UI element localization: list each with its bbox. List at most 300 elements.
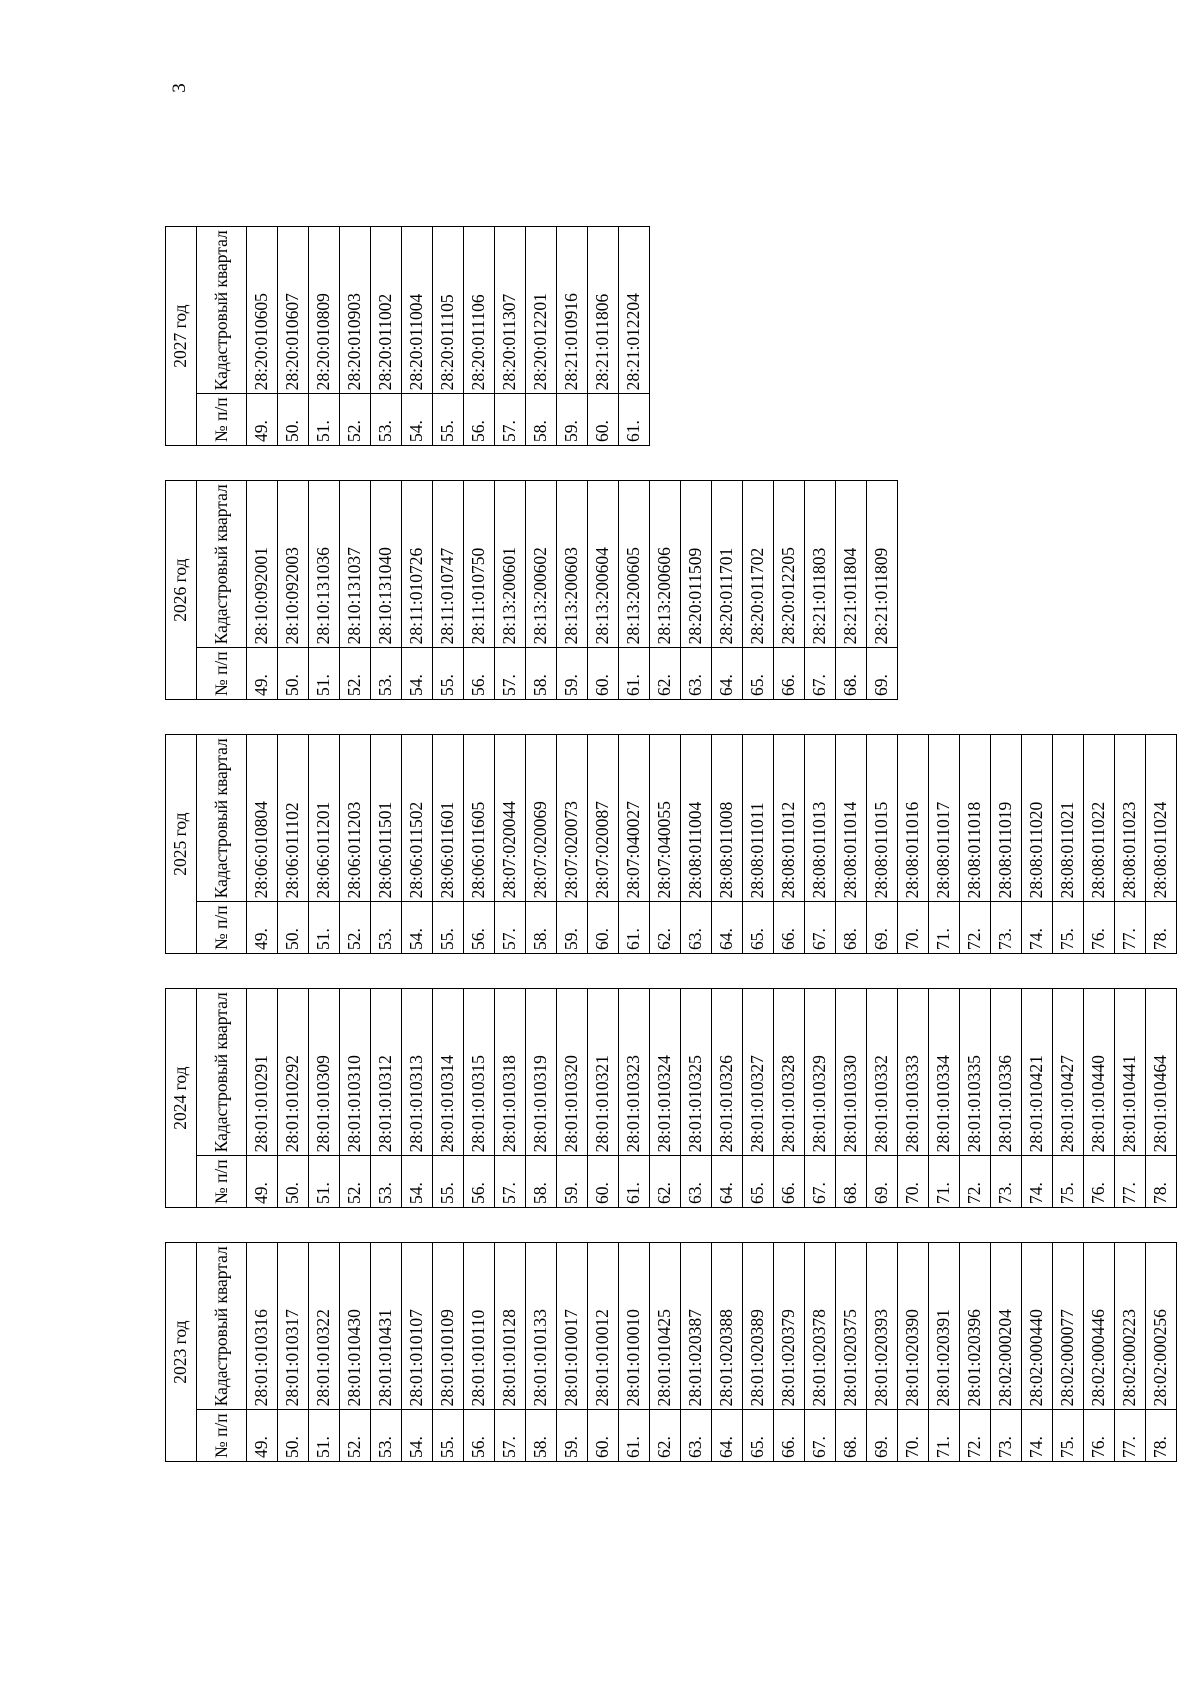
cadastral-quarter: 28:21:011803 [805,481,836,648]
cadastral-quarter: 28:01:010133 [526,1243,557,1410]
row-number: 54. [402,1156,433,1208]
row-number: 53. [371,1410,402,1462]
cadastral-quarter: 28:08:011020 [1022,735,1053,902]
table-body [247,989,1177,1208]
row-number: 66. [774,1156,805,1208]
row-number: 52. [340,1156,371,1208]
table-row [898,735,929,954]
table-row [805,1243,836,1462]
row-number: 67. [805,648,836,700]
table-row [309,989,340,1208]
row-number: 64. [712,1156,743,1208]
row-number: 71. [929,902,960,954]
row-number: 49. [247,902,278,954]
row-number: 62. [650,1410,681,1462]
table-row [929,735,960,954]
row-number: 51. [309,1156,340,1208]
row-number: 74. [1022,1410,1053,1462]
row-number: 57. [495,902,526,954]
table-row [1053,1243,1084,1462]
table-row [774,481,805,700]
row-number: 73. [991,902,1022,954]
table-row [867,989,898,1208]
cadastral-quarter: 28:07:020073 [557,735,588,902]
cadastral-quarter: 28:01:010329 [805,989,836,1156]
row-number: 55. [433,902,464,954]
row-number: 77. [1115,902,1146,954]
table-row [1146,989,1177,1208]
table-row [526,227,557,446]
row-number: 68. [836,1410,867,1462]
row-number: 51. [309,902,340,954]
table-body [247,227,650,446]
cadastral-quarter: 28:08:011017 [929,735,960,902]
cadastral-quarter: 28:20:012205 [774,481,805,648]
row-number: 64. [712,648,743,700]
cadastral-quarter: 28:08:011021 [1053,735,1084,902]
cadastral-quarter: 28:01:010333 [898,989,929,1156]
cadastral-quarter: 28:07:040055 [650,735,681,902]
cadastral-quarter: 28:10:131037 [340,481,371,648]
table-row [805,989,836,1208]
table-row [991,989,1022,1208]
table-row [743,989,774,1208]
row-number: 68. [836,902,867,954]
table-2023 [165,1242,1177,1462]
cadastral-quarter: 28:10:131040 [371,481,402,648]
table-row [1084,1243,1115,1462]
table-body [247,1243,1177,1462]
row-number: 52. [340,1410,371,1462]
table-row [960,735,991,954]
cadastral-quarter: 28:01:010317 [278,1243,309,1410]
cadastral-quarter: 28:13:200606 [650,481,681,648]
cadastral-quarter: 28:01:010107 [402,1243,433,1410]
table-row [278,1243,309,1462]
table-row [247,481,278,700]
table-row [588,1243,619,1462]
row-number: 70. [898,1410,929,1462]
cadastral-quarter: 28:08:011022 [1084,735,1115,902]
row-number: 71. [929,1410,960,1462]
cadastral-quarter: 28:01:010330 [836,989,867,1156]
table-row [867,481,898,700]
table-row [898,989,929,1208]
table-row [402,227,433,446]
table-row [340,989,371,1208]
table-row [743,481,774,700]
cadastral-quarter: 28:01:010313 [402,989,433,1156]
table-row [1146,1243,1177,1462]
cadastral-quarter: 28:06:011102 [278,735,309,902]
cadastral-quarter: 28:20:011702 [743,481,774,648]
row-number: 69. [867,902,898,954]
table-row [867,735,898,954]
row-number: 64. [712,902,743,954]
cadastral-quarter: 28:01:010421 [1022,989,1053,1156]
cadastral-quarter: 28:01:010321 [588,989,619,1156]
cadastral-quarter: 28:06:010804 [247,735,278,902]
cadastral-quarter: 28:20:011307 [495,227,526,394]
row-number: 53. [371,394,402,446]
page-number: 3 [169,83,190,93]
cadastral-quarter: 28:01:010322 [309,1243,340,1410]
table-row [619,989,650,1208]
column-header-number: № п/п [197,1156,247,1208]
row-number: 50. [278,1410,309,1462]
table-row [371,735,402,954]
row-number: 66. [774,902,805,954]
cadastral-quarter: 28:08:011015 [867,735,898,902]
table-row [867,1243,898,1462]
cadastral-quarter: 28:02:000077 [1053,1243,1084,1410]
table-row [1146,735,1177,954]
row-number: 61. [619,1410,650,1462]
table-row [619,1243,650,1462]
table-row [433,989,464,1208]
cadastral-quarter: 28:01:010328 [774,989,805,1156]
table-row [650,989,681,1208]
column-header-cadastral: Кадастровый квартал [197,735,247,902]
table-row [433,481,464,700]
row-number: 75. [1053,1410,1084,1462]
table-2027 [165,226,650,446]
table-row [588,735,619,954]
row-number: 58. [526,1410,557,1462]
cadastral-quarter: 28:01:010310 [340,989,371,1156]
table-row [371,989,402,1208]
table-row [1053,735,1084,954]
table-row [991,735,1022,954]
cadastral-quarter: 28:01:010320 [557,989,588,1156]
row-number: 58. [526,1156,557,1208]
row-number: 78. [1146,1410,1177,1462]
row-number: 61. [619,648,650,700]
table-body [247,481,898,700]
table-row [557,735,588,954]
cadastral-quarter: 28:07:020044 [495,735,526,902]
cadastral-quarter: 28:06:011502 [402,735,433,902]
table-row [557,989,588,1208]
cadastral-quarter: 28:01:020378 [805,1243,836,1410]
cadastral-quarter: 28:20:011509 [681,481,712,648]
row-number: 76. [1084,1156,1115,1208]
table-row [650,481,681,700]
table-row [340,481,371,700]
column-header-number: № п/п [197,394,247,446]
row-number: 64. [712,1410,743,1462]
row-number: 65. [743,648,774,700]
row-number: 49. [247,648,278,700]
table-row [309,1243,340,1462]
row-number: 50. [278,648,309,700]
cadastral-quarter: 28:01:020389 [743,1243,774,1410]
cadastral-quarter: 28:01:010431 [371,1243,402,1410]
table-row [247,735,278,954]
table-row [371,1243,402,1462]
year-heading: 2025 год [166,735,197,954]
row-number: 52. [340,648,371,700]
table-row [681,735,712,954]
row-number: 53. [371,1156,402,1208]
cadastral-quarter: 28:01:010440 [1084,989,1115,1156]
table-row [495,481,526,700]
row-number: 61. [619,394,650,446]
row-number: 69. [867,648,898,700]
cadastral-quarter: 28:08:011019 [991,735,1022,902]
row-number: 62. [650,648,681,700]
cadastral-quarter: 28:20:010809 [309,227,340,394]
cadastral-quarter: 28:08:011023 [1115,735,1146,902]
table-row [743,735,774,954]
cadastral-quarter: 28:01:010336 [991,989,1022,1156]
cadastral-quarter: 28:21:011806 [588,227,619,394]
cadastral-quarter: 28:13:200605 [619,481,650,648]
cadastral-quarter: 28:01:010309 [309,989,340,1156]
row-number: 73. [991,1410,1022,1462]
row-number: 67. [805,1410,836,1462]
cadastral-quarter: 28:01:010335 [960,989,991,1156]
column-header-number: № п/п [197,1410,247,1462]
row-number: 67. [805,902,836,954]
cadastral-quarter: 28:01:020390 [898,1243,929,1410]
row-number: 59. [557,648,588,700]
cadastral-quarter: 28:01:020391 [929,1243,960,1410]
cadastral-quarter: 28:21:011804 [836,481,867,648]
cadastral-quarter: 28:08:011018 [960,735,991,902]
row-number: 73. [991,1156,1022,1208]
cadastral-quarter: 28:01:010326 [712,989,743,1156]
row-number: 56. [464,648,495,700]
cadastral-quarter: 28:13:200602 [526,481,557,648]
row-number: 72. [960,1156,991,1208]
table-row [805,735,836,954]
table-row [712,735,743,954]
table-row [1115,1243,1146,1462]
cadastral-quarter: 28:02:000440 [1022,1243,1053,1410]
row-number: 66. [774,648,805,700]
table-row [309,481,340,700]
row-number: 58. [526,394,557,446]
table-row [929,989,960,1208]
cadastral-quarter: 28:21:012204 [619,227,650,394]
table-row [309,227,340,446]
cadastral-quarter: 28:01:010464 [1146,989,1177,1156]
row-number: 55. [433,1410,464,1462]
row-number: 70. [898,1156,929,1208]
table-row [712,1243,743,1462]
table-row [712,481,743,700]
table-row [1084,735,1115,954]
table-row [371,481,402,700]
cadastral-quarter: 28:06:011605 [464,735,495,902]
cadastral-quarter: 28:01:010323 [619,989,650,1156]
cadastral-quarter: 28:01:010327 [743,989,774,1156]
row-number: 60. [588,1410,619,1462]
cadastral-quarter: 28:08:011016 [898,735,929,902]
table-row [743,1243,774,1462]
row-number: 61. [619,1156,650,1208]
cadastral-quarter: 28:06:011501 [371,735,402,902]
row-number: 54. [402,902,433,954]
table-2026 [165,480,898,700]
table-row [278,227,309,446]
cadastral-quarter: 28:01:010314 [433,989,464,1156]
cadastral-quarter: 28:01:010318 [495,989,526,1156]
table-row [1022,735,1053,954]
row-number: 59. [557,1156,588,1208]
table-row [1115,989,1146,1208]
year-heading: 2026 год [166,481,197,700]
row-number: 74. [1022,902,1053,954]
row-number: 59. [557,394,588,446]
table-row [340,227,371,446]
cadastral-quarter: 28:01:010010 [619,1243,650,1410]
row-number: 50. [278,1156,309,1208]
table-row [495,735,526,954]
table-row [495,989,526,1208]
cadastral-quarter: 28:01:010425 [650,1243,681,1410]
row-number: 66. [774,1410,805,1462]
table-row [1115,735,1146,954]
row-number: 56. [464,394,495,446]
column-header-cadastral: Кадастровый квартал [197,227,247,394]
cadastral-quarter: 28:13:200604 [588,481,619,648]
table-row [433,1243,464,1462]
table-row [464,1243,495,1462]
cadastral-quarter: 28:01:010312 [371,989,402,1156]
row-number: 70. [898,902,929,954]
row-number: 59. [557,902,588,954]
cadastral-quarter: 28:01:010128 [495,1243,526,1410]
cadastral-quarter: 28:08:011014 [836,735,867,902]
table-row [557,1243,588,1462]
table-row [619,481,650,700]
table-row [402,735,433,954]
row-number: 63. [681,1410,712,1462]
column-header-cadastral: Кадастровый квартал [197,1243,247,1410]
row-number: 54. [402,1410,433,1462]
row-number: 59. [557,1410,588,1462]
row-number: 72. [960,902,991,954]
table-row [836,481,867,700]
cadastral-quarter: 28:02:000223 [1115,1243,1146,1410]
row-number: 56. [464,1410,495,1462]
table-row [960,1243,991,1462]
cadastral-quarter: 28:10:131036 [309,481,340,648]
table-row [588,227,619,446]
table-row [991,1243,1022,1462]
table-2024 [165,988,1177,1208]
cadastral-quarter: 28:01:010319 [526,989,557,1156]
table-row [774,1243,805,1462]
row-number: 53. [371,648,402,700]
cadastral-quarter: 28:20:011004 [402,227,433,394]
row-number: 50. [278,394,309,446]
year-heading: 2024 год [166,989,197,1208]
cadastral-quarter: 28:21:010916 [557,227,588,394]
table-row [495,1243,526,1462]
cadastral-quarter: 28:10:092003 [278,481,309,648]
table-row [433,735,464,954]
table-row [898,1243,929,1462]
cadastral-quarter: 28:20:012201 [526,227,557,394]
cadastral-quarter: 28:07:020087 [588,735,619,902]
cadastral-quarter: 28:01:010427 [1053,989,1084,1156]
row-number: 63. [681,902,712,954]
table-row [1053,989,1084,1208]
row-number: 65. [743,1156,774,1208]
column-header-cadastral: Кадастровый квартал [197,481,247,648]
cadastral-quarter: 28:10:092001 [247,481,278,648]
cadastral-quarter: 28:11:010726 [402,481,433,648]
table-row [836,735,867,954]
cadastral-quarter: 28:13:200601 [495,481,526,648]
cadastral-quarter: 28:08:011008 [712,735,743,902]
cadastral-quarter: 28:01:010109 [433,1243,464,1410]
table-row [340,735,371,954]
row-number: 55. [433,394,464,446]
row-number: 60. [588,1156,619,1208]
cadastral-quarter: 28:21:011809 [867,481,898,648]
row-number: 49. [247,394,278,446]
row-number: 77. [1115,1410,1146,1462]
cadastral-quarter: 28:01:010292 [278,989,309,1156]
cadastral-quarter: 28:01:020379 [774,1243,805,1410]
row-number: 65. [743,1410,774,1462]
row-number: 61. [619,902,650,954]
cadastral-quarter: 28:01:010430 [340,1243,371,1410]
cadastral-quarter: 28:01:020393 [867,1243,898,1410]
table-row [278,989,309,1208]
row-number: 63. [681,648,712,700]
row-number: 60. [588,648,619,700]
row-number: 57. [495,648,526,700]
table-row [650,735,681,954]
table-row [619,735,650,954]
row-number: 51. [309,394,340,446]
cadastral-quarter: 28:20:011106 [464,227,495,394]
row-number: 57. [495,1410,526,1462]
cadastral-quarter: 28:11:010747 [433,481,464,648]
row-number: 52. [340,394,371,446]
row-number: 77. [1115,1156,1146,1208]
row-number: 49. [247,1410,278,1462]
table-row [1084,989,1115,1208]
table-row [247,227,278,446]
cadastral-quarter: 28:01:010316 [247,1243,278,1410]
row-number: 68. [836,648,867,700]
row-number: 63. [681,1156,712,1208]
row-number: 76. [1084,1410,1115,1462]
table-row [495,227,526,446]
cadastral-quarter: 28:08:011011 [743,735,774,902]
cadastral-quarter: 28:02:000256 [1146,1243,1177,1410]
table-row [402,1243,433,1462]
table-2025 [165,734,1177,954]
row-number: 68. [836,1156,867,1208]
cadastral-quarter: 28:08:011024 [1146,735,1177,902]
cadastral-quarter: 28:20:010607 [278,227,309,394]
rotated-content [165,60,1171,1462]
table-row [557,227,588,446]
row-number: 56. [464,1156,495,1208]
row-number: 60. [588,902,619,954]
table-row [526,481,557,700]
table-row [960,989,991,1208]
row-number: 57. [495,394,526,446]
table-row [247,989,278,1208]
